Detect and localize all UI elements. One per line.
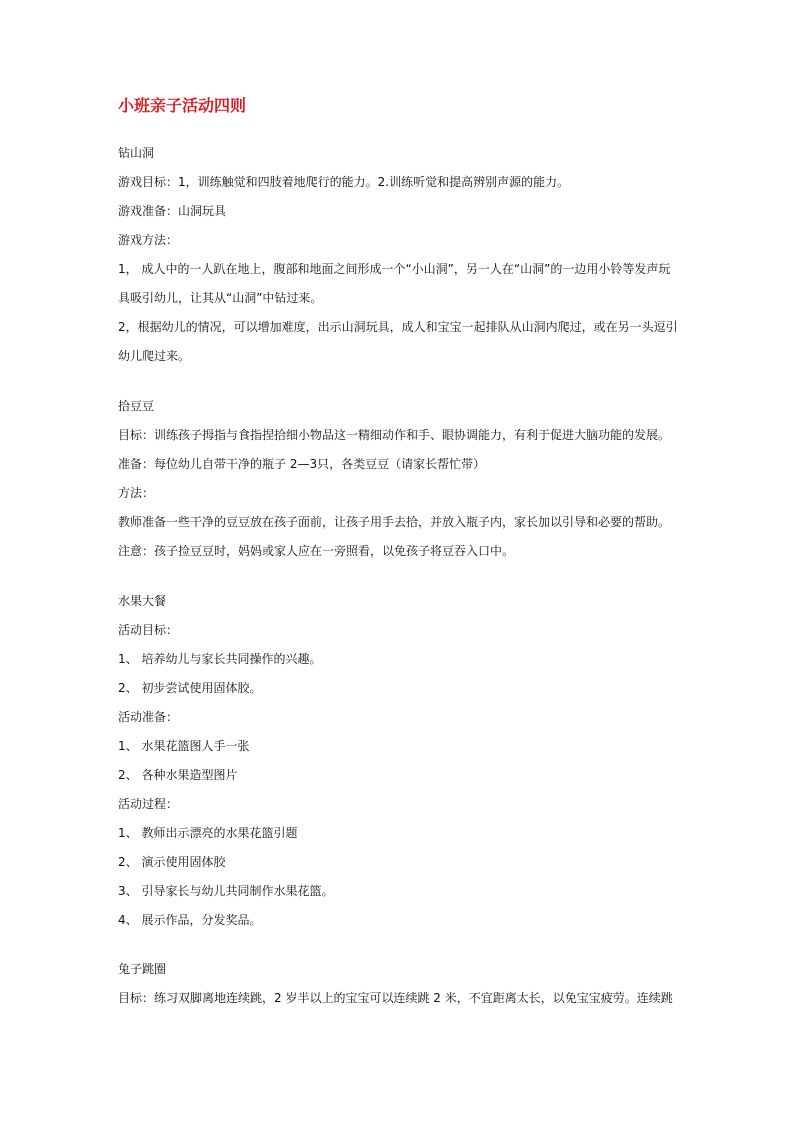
paragraph-line: 准备：每位幼儿自带干净的瓶子 2—3只，各类豆豆（请家长帮忙带） xyxy=(118,457,486,471)
section-spacer xyxy=(118,566,674,587)
paragraph-line: 目标：练习双脚离地连续跳，2 岁半以上的宝宝可以连续跳 2 米，不宜距离太长，以免宝宝疲劳。连续跳 xyxy=(118,991,673,1005)
section-shi-dou-dou xyxy=(118,392,674,566)
section-tu-zi-tiao-quan xyxy=(118,955,674,1013)
paragraph-line: 游戏目标：1，训练触觉和四肢着地爬行的能力。2.训练听觉和提高辨别声源的能力。 xyxy=(118,175,570,189)
section-heading: 钻山洞 xyxy=(118,146,155,160)
list-item: 2、 各种水果造型图片 xyxy=(118,768,238,782)
section-heading: 兔子跳圈 xyxy=(118,962,167,976)
list-item: 1、 培养幼儿与家长共同操作的兴趣。 xyxy=(118,652,322,666)
paragraph-line: 2，根据幼儿的情况，可以增加难度，出示山洞玩具，成人和宝宝一起排队从山洞内爬过，或在另一头逗引 xyxy=(118,320,678,334)
section-zuan-shan-dong xyxy=(118,139,678,371)
paragraph-line: 游戏准备：山洞玩具 xyxy=(118,204,227,218)
paragraph-line: 1， 成人中的一人趴在地上，腹部和地面之间形成一个“小山洞”，另一人在“山洞”的一边用小铃等发声玩 xyxy=(118,262,671,276)
section-heading: 水果大餐 xyxy=(118,594,167,608)
section-heading: 拾豆豆 xyxy=(118,399,155,413)
list-item: 4、 展示作品，分发奖品。 xyxy=(118,913,262,927)
paragraph-line: 具吸引幼儿，让其从“山洞”中钻过来。 xyxy=(118,291,323,305)
list-item: 2、 初步尝试使用固体胶。 xyxy=(118,681,262,695)
paragraph-line: 活动准备： xyxy=(118,710,179,724)
paragraph-line: 注意：孩子捡豆豆时，妈妈或家人应在一旁照看，以免孩子将豆吞入口中。 xyxy=(118,544,515,558)
paragraph-line: 目标：训练孩子拇指与食指捏拾细小物品这一精细动作和手、眼协调能力，有利于促进大脑功能的发展。 xyxy=(118,428,671,442)
paragraph-line: 活动过程： xyxy=(118,797,179,811)
list-item: 1、 教师出示漂亮的水果花篮引题 xyxy=(118,826,298,840)
document-body xyxy=(118,91,678,1013)
list-item: 1、 水果花篮图人手一张 xyxy=(118,739,250,753)
paragraph-line: 幼儿爬过来。 xyxy=(118,349,191,363)
paragraph-line: 游戏方法： xyxy=(118,233,179,247)
document-title: 小班亲子活动四则 xyxy=(118,96,247,115)
section-spacer xyxy=(118,371,674,392)
paragraph-line: 教师准备一些干净的豆豆放在孩子面前，让孩子用手去拾，并放入瓶子内，家长加以引导和必要的帮助。 xyxy=(118,515,671,529)
list-item: 2、 演示使用固体胶 xyxy=(118,855,226,869)
paragraph-line: 活动目标： xyxy=(118,623,179,637)
section-shui-guo-da-can xyxy=(118,587,674,935)
section-spacer xyxy=(118,935,674,955)
list-item: 3、 引导家长与幼儿共同制作水果花篮。 xyxy=(118,884,334,898)
paragraph-line: 方法： xyxy=(118,486,155,500)
